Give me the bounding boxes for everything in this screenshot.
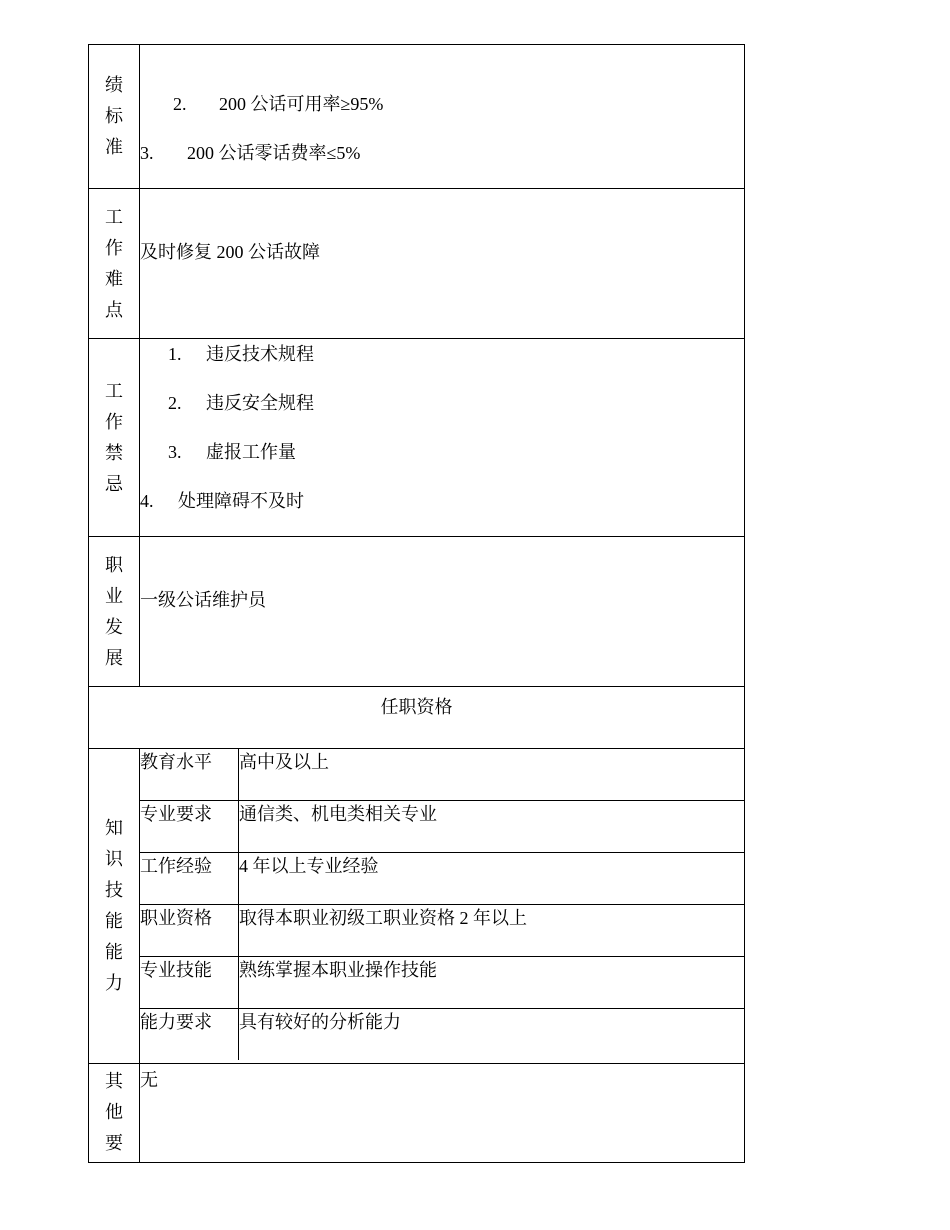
qualification-value: 通信类、机电类相关专业 <box>239 801 745 853</box>
prohibition-number: 4. <box>140 491 154 511</box>
label-char: 力 <box>105 973 123 993</box>
prohibition-number: 2. <box>168 393 182 413</box>
perf-item <box>140 142 360 164</box>
prohibition-text: 违反技术规程 <box>206 344 314 364</box>
knowledge-skills-label <box>89 749 140 1064</box>
label-char: 要 <box>105 1133 123 1153</box>
perf-standard-content <box>140 45 745 189</box>
qualification-row <box>140 1009 744 1061</box>
label-char: 发 <box>105 616 123 637</box>
qualifications-title: 任职资格 <box>89 687 745 749</box>
label-char: 其 <box>105 1071 123 1091</box>
qualifications-title-row <box>89 687 745 749</box>
label-char: 能 <box>105 911 123 931</box>
prohibition-text: 违反安全规程 <box>206 393 314 413</box>
prohibition-item <box>168 343 314 365</box>
label-char: 展 <box>105 647 123 668</box>
qualifications-subtable <box>140 749 744 1060</box>
difficulty-content <box>140 189 745 339</box>
label-char: 绩 <box>105 75 123 95</box>
perf-item-number: 2. <box>173 94 187 114</box>
perf-item-number: 3. <box>140 143 154 163</box>
knowledge-skills-row <box>89 749 745 1064</box>
prohibition-item <box>168 392 314 414</box>
career-text: 一级公话维护员 <box>140 590 266 610</box>
label-char: 职 <box>105 554 123 575</box>
label-char: 知 <box>105 818 123 838</box>
other-label <box>89 1064 140 1163</box>
perf-item-text: 200 公话零话费率≤5% <box>187 143 361 163</box>
qualification-value: 取得本职业初级工职业资格 2 年以上 <box>239 905 745 957</box>
qualification-key: 职业资格 <box>140 905 239 957</box>
qualification-row <box>140 905 744 957</box>
career-content <box>140 537 745 687</box>
qualification-key: 专业要求 <box>140 801 239 853</box>
label-char: 作 <box>105 411 123 432</box>
prohibition-item <box>168 441 296 463</box>
label-char: 能 <box>105 942 123 962</box>
perf-item <box>173 93 383 115</box>
difficulty-label <box>89 189 140 339</box>
prohibition-text: 处理障碍不及时 <box>178 491 304 511</box>
label-char: 难 <box>105 268 123 289</box>
prohibitions-row <box>89 339 745 537</box>
label-char: 工 <box>105 206 123 227</box>
qualification-row <box>140 801 744 853</box>
label-char: 标 <box>105 106 123 126</box>
prohibitions-label <box>89 339 140 537</box>
other-content <box>140 1064 745 1163</box>
qualification-row <box>140 749 744 801</box>
label-char: 工 <box>105 380 123 401</box>
prohibition-item <box>140 490 304 512</box>
label-char: 准 <box>105 137 123 157</box>
perf-standard-label <box>89 45 140 189</box>
label-char: 点 <box>105 299 123 320</box>
label-char: 他 <box>105 1102 123 1122</box>
career-row <box>89 537 745 687</box>
perf-standard-row <box>89 45 745 189</box>
prohibition-number: 1. <box>168 344 182 364</box>
label-char: 禁 <box>105 442 123 463</box>
qualification-key: 工作经验 <box>140 853 239 905</box>
prohibition-text: 虚报工作量 <box>206 442 296 462</box>
label-char: 业 <box>105 585 123 606</box>
qualification-value: 高中及以上 <box>239 749 745 801</box>
other-text: 无 <box>140 1070 158 1090</box>
qualification-key: 教育水平 <box>140 749 239 801</box>
perf-item-text: 200 公话可用率≥95% <box>219 94 384 114</box>
job-description-table <box>88 44 745 1163</box>
career-label <box>89 537 140 687</box>
qualification-value: 熟练掌握本职业操作技能 <box>239 957 745 1009</box>
qualification-value: 具有较好的分析能力 <box>239 1009 745 1061</box>
label-char: 技 <box>105 880 123 900</box>
qualification-row <box>140 853 744 905</box>
label-char: 作 <box>105 237 123 258</box>
qualification-row <box>140 957 744 1009</box>
qualification-value: 4 年以上专业经验 <box>239 853 745 905</box>
other-row <box>89 1064 745 1163</box>
label-char: 忌 <box>105 473 123 494</box>
prohibitions-content <box>140 339 745 537</box>
difficulty-text: 及时修复 200 公话故障 <box>140 242 320 262</box>
prohibition-number: 3. <box>168 442 182 462</box>
knowledge-skills-content <box>140 749 745 1064</box>
label-char: 识 <box>105 849 123 869</box>
difficulty-row <box>89 189 745 339</box>
qualification-key: 能力要求 <box>140 1009 239 1061</box>
qualification-key: 专业技能 <box>140 957 239 1009</box>
